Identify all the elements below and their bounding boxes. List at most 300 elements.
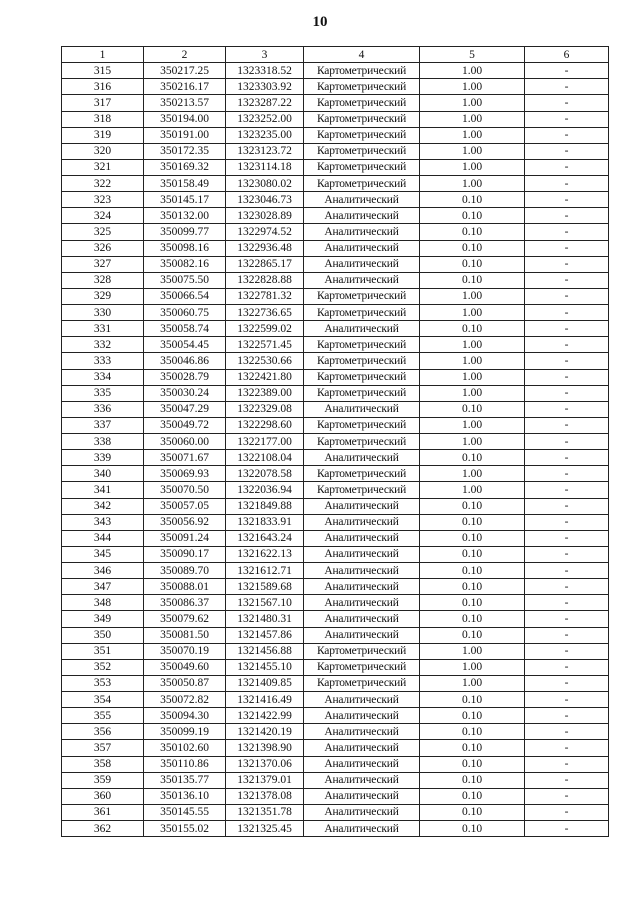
point-number-cell: 329 — [62, 288, 144, 304]
table-row — [62, 192, 609, 208]
method-cell: Картометрический — [304, 353, 420, 369]
y-coordinate-cell: 1323235.00 — [226, 127, 304, 143]
point-number-cell: 340 — [62, 466, 144, 482]
y-coordinate-cell: 1322781.32 — [226, 288, 304, 304]
accuracy-cell: 0.10 — [420, 821, 525, 837]
method-cell: Аналитический — [304, 788, 420, 804]
table-row — [62, 724, 609, 740]
description-cell: - — [525, 192, 609, 208]
x-coordinate-cell: 350054.45 — [144, 337, 226, 353]
method-cell: Аналитический — [304, 595, 420, 611]
description-cell: - — [525, 95, 609, 111]
y-coordinate-cell: 1323028.89 — [226, 208, 304, 224]
y-coordinate-cell: 1321379.01 — [226, 772, 304, 788]
method-cell: Картометрический — [304, 288, 420, 304]
table-row — [62, 127, 609, 143]
point-number-cell: 331 — [62, 321, 144, 337]
point-number-cell: 341 — [62, 482, 144, 498]
accuracy-cell: 1.00 — [420, 95, 525, 111]
y-coordinate-cell: 1322571.45 — [226, 337, 304, 353]
accuracy-cell: 1.00 — [420, 111, 525, 127]
y-coordinate-cell: 1321612.71 — [226, 563, 304, 579]
accuracy-cell: 1.00 — [420, 159, 525, 175]
x-coordinate-cell: 350145.17 — [144, 192, 226, 208]
method-cell: Аналитический — [304, 240, 420, 256]
y-coordinate-cell: 1321480.31 — [226, 611, 304, 627]
table-row — [62, 772, 609, 788]
point-number-cell: 342 — [62, 498, 144, 514]
description-cell: - — [525, 821, 609, 837]
y-coordinate-cell: 1321420.19 — [226, 724, 304, 740]
x-coordinate-cell: 350046.86 — [144, 353, 226, 369]
accuracy-cell: 0.10 — [420, 788, 525, 804]
x-coordinate-cell: 350075.50 — [144, 272, 226, 288]
table-row — [62, 337, 609, 353]
table-row — [62, 482, 609, 498]
table-row — [62, 240, 609, 256]
table-row — [62, 546, 609, 562]
x-coordinate-cell: 350091.24 — [144, 530, 226, 546]
table-row — [62, 176, 609, 192]
method-cell: Аналитический — [304, 224, 420, 240]
method-cell: Картометрический — [304, 369, 420, 385]
x-coordinate-cell: 350079.62 — [144, 611, 226, 627]
accuracy-cell: 0.10 — [420, 740, 525, 756]
y-coordinate-cell: 1322108.04 — [226, 450, 304, 466]
point-number-cell: 351 — [62, 643, 144, 659]
column-header-3: 3 — [226, 47, 304, 63]
x-coordinate-cell: 350056.92 — [144, 514, 226, 530]
accuracy-cell: 1.00 — [420, 385, 525, 401]
y-coordinate-cell: 1322177.00 — [226, 434, 304, 450]
method-cell: Аналитический — [304, 740, 420, 756]
method-cell: Аналитический — [304, 724, 420, 740]
method-cell: Аналитический — [304, 208, 420, 224]
table-row — [62, 95, 609, 111]
method-cell: Картометрический — [304, 643, 420, 659]
point-number-cell: 322 — [62, 176, 144, 192]
method-cell: Картометрический — [304, 143, 420, 159]
table-row — [62, 579, 609, 595]
accuracy-cell: 0.10 — [420, 627, 525, 643]
description-cell: - — [525, 143, 609, 159]
y-coordinate-cell: 1321643.24 — [226, 530, 304, 546]
point-number-cell: 323 — [62, 192, 144, 208]
point-number-cell: 357 — [62, 740, 144, 756]
method-cell: Картометрический — [304, 659, 420, 675]
description-cell: - — [525, 159, 609, 175]
accuracy-cell: 0.10 — [420, 401, 525, 417]
y-coordinate-cell: 1321416.49 — [226, 692, 304, 708]
x-coordinate-cell: 350216.17 — [144, 79, 226, 95]
accuracy-cell: 0.10 — [420, 530, 525, 546]
point-number-cell: 327 — [62, 256, 144, 272]
description-cell: - — [525, 127, 609, 143]
table-row — [62, 821, 609, 837]
method-cell: Картометрический — [304, 79, 420, 95]
table-row — [62, 514, 609, 530]
y-coordinate-cell: 1321398.90 — [226, 740, 304, 756]
description-cell: - — [525, 353, 609, 369]
method-cell: Аналитический — [304, 563, 420, 579]
method-cell: Аналитический — [304, 692, 420, 708]
accuracy-cell: 1.00 — [420, 659, 525, 675]
point-number-cell: 328 — [62, 272, 144, 288]
point-number-cell: 318 — [62, 111, 144, 127]
y-coordinate-cell: 1321567.10 — [226, 595, 304, 611]
accuracy-cell: 1.00 — [420, 369, 525, 385]
method-cell: Аналитический — [304, 579, 420, 595]
method-cell: Картометрический — [304, 63, 420, 79]
table-row — [62, 159, 609, 175]
y-coordinate-cell: 1321457.86 — [226, 627, 304, 643]
x-coordinate-cell: 350172.35 — [144, 143, 226, 159]
y-coordinate-cell: 1322036.94 — [226, 482, 304, 498]
accuracy-cell: 1.00 — [420, 466, 525, 482]
method-cell: Картометрический — [304, 95, 420, 111]
x-coordinate-cell: 350066.54 — [144, 288, 226, 304]
x-coordinate-cell: 350169.32 — [144, 159, 226, 175]
description-cell: - — [525, 675, 609, 691]
description-cell: - — [525, 337, 609, 353]
table-row — [62, 659, 609, 675]
description-cell: - — [525, 321, 609, 337]
description-cell: - — [525, 659, 609, 675]
accuracy-cell: 1.00 — [420, 288, 525, 304]
x-coordinate-cell: 350028.79 — [144, 369, 226, 385]
point-number-cell: 319 — [62, 127, 144, 143]
table-row — [62, 692, 609, 708]
table-row — [62, 79, 609, 95]
description-cell: - — [525, 563, 609, 579]
method-cell: Аналитический — [304, 821, 420, 837]
accuracy-cell: 0.10 — [420, 563, 525, 579]
table-row — [62, 256, 609, 272]
method-cell: Аналитический — [304, 514, 420, 530]
y-coordinate-cell: 1322599.02 — [226, 321, 304, 337]
description-cell: - — [525, 482, 609, 498]
method-cell: Аналитический — [304, 530, 420, 546]
description-cell: - — [525, 627, 609, 643]
x-coordinate-cell: 350213.57 — [144, 95, 226, 111]
column-header-6: 6 — [525, 47, 609, 63]
description-cell: - — [525, 579, 609, 595]
x-coordinate-cell: 350030.24 — [144, 385, 226, 401]
table-row — [62, 466, 609, 482]
x-coordinate-cell: 350060.00 — [144, 434, 226, 450]
table-row — [62, 224, 609, 240]
point-number-cell: 315 — [62, 63, 144, 79]
method-cell: Аналитический — [304, 804, 420, 820]
description-cell: - — [525, 450, 609, 466]
x-coordinate-cell: 350057.05 — [144, 498, 226, 514]
y-coordinate-cell: 1321325.45 — [226, 821, 304, 837]
method-cell: Картометрический — [304, 482, 420, 498]
description-cell: - — [525, 79, 609, 95]
table-row — [62, 208, 609, 224]
point-number-cell: 333 — [62, 353, 144, 369]
accuracy-cell: 0.10 — [420, 692, 525, 708]
point-number-cell: 320 — [62, 143, 144, 159]
description-cell: - — [525, 740, 609, 756]
y-coordinate-cell: 1322389.00 — [226, 385, 304, 401]
accuracy-cell: 1.00 — [420, 337, 525, 353]
point-number-cell: 359 — [62, 772, 144, 788]
description-cell: - — [525, 63, 609, 79]
x-coordinate-cell: 350132.00 — [144, 208, 226, 224]
x-coordinate-cell: 350102.60 — [144, 740, 226, 756]
description-cell: - — [525, 498, 609, 514]
description-cell: - — [525, 546, 609, 562]
y-coordinate-cell: 1322421.80 — [226, 369, 304, 385]
table-row — [62, 498, 609, 514]
accuracy-cell: 0.10 — [420, 724, 525, 740]
x-coordinate-cell: 350088.01 — [144, 579, 226, 595]
x-coordinate-cell: 350049.60 — [144, 659, 226, 675]
accuracy-cell: 1.00 — [420, 675, 525, 691]
point-number-cell: 356 — [62, 724, 144, 740]
table-row — [62, 627, 609, 643]
method-cell: Картометрический — [304, 385, 420, 401]
method-cell: Картометрический — [304, 466, 420, 482]
point-number-cell: 326 — [62, 240, 144, 256]
method-cell: Аналитический — [304, 401, 420, 417]
point-number-cell: 338 — [62, 434, 144, 450]
y-coordinate-cell: 1322974.52 — [226, 224, 304, 240]
description-cell: - — [525, 256, 609, 272]
accuracy-cell: 0.10 — [420, 579, 525, 595]
y-coordinate-cell: 1322936.48 — [226, 240, 304, 256]
y-coordinate-cell: 1321589.68 — [226, 579, 304, 595]
description-cell: - — [525, 417, 609, 433]
method-cell: Картометрический — [304, 337, 420, 353]
description-cell: - — [525, 595, 609, 611]
description-cell: - — [525, 724, 609, 740]
y-coordinate-cell: 1321622.13 — [226, 546, 304, 562]
accuracy-cell: 1.00 — [420, 353, 525, 369]
y-coordinate-cell: 1321422.99 — [226, 708, 304, 724]
x-coordinate-cell: 350086.37 — [144, 595, 226, 611]
accuracy-cell: 0.10 — [420, 224, 525, 240]
x-coordinate-cell: 350217.25 — [144, 63, 226, 79]
point-number-cell: 332 — [62, 337, 144, 353]
page-number: 10 — [312, 14, 328, 30]
y-coordinate-cell: 1322828.88 — [226, 272, 304, 288]
y-coordinate-cell: 1321456.88 — [226, 643, 304, 659]
y-coordinate-cell: 1322865.17 — [226, 256, 304, 272]
method-cell: Картометрический — [304, 176, 420, 192]
x-coordinate-cell: 350047.29 — [144, 401, 226, 417]
method-cell: Аналитический — [304, 708, 420, 724]
x-coordinate-cell: 350094.30 — [144, 708, 226, 724]
description-cell: - — [525, 756, 609, 772]
x-coordinate-cell: 350098.16 — [144, 240, 226, 256]
accuracy-cell: 1.00 — [420, 482, 525, 498]
method-cell: Аналитический — [304, 772, 420, 788]
y-coordinate-cell: 1323303.92 — [226, 79, 304, 95]
point-number-cell: 317 — [62, 95, 144, 111]
table-row — [62, 434, 609, 450]
table-row — [62, 143, 609, 159]
description-cell: - — [525, 401, 609, 417]
description-cell: - — [525, 692, 609, 708]
y-coordinate-cell: 1321849.88 — [226, 498, 304, 514]
accuracy-cell: 1.00 — [420, 176, 525, 192]
table-row — [62, 804, 609, 820]
point-number-cell: 352 — [62, 659, 144, 675]
point-number-cell: 334 — [62, 369, 144, 385]
accuracy-cell: 1.00 — [420, 127, 525, 143]
x-coordinate-cell: 350191.00 — [144, 127, 226, 143]
table-row — [62, 595, 609, 611]
x-coordinate-cell: 350070.19 — [144, 643, 226, 659]
accuracy-cell: 0.10 — [420, 514, 525, 530]
method-cell: Картометрический — [304, 159, 420, 175]
description-cell: - — [525, 708, 609, 724]
point-number-cell: 358 — [62, 756, 144, 772]
x-coordinate-cell: 350058.74 — [144, 321, 226, 337]
point-number-cell: 349 — [62, 611, 144, 627]
method-cell: Аналитический — [304, 546, 420, 562]
description-cell: - — [525, 369, 609, 385]
method-cell: Аналитический — [304, 321, 420, 337]
description-cell: - — [525, 305, 609, 321]
table-row — [62, 611, 609, 627]
x-coordinate-cell: 350110.86 — [144, 756, 226, 772]
table-row — [62, 385, 609, 401]
accuracy-cell: 0.10 — [420, 240, 525, 256]
y-coordinate-cell: 1322736.65 — [226, 305, 304, 321]
table-row — [62, 708, 609, 724]
description-cell: - — [525, 611, 609, 627]
accuracy-cell: 0.10 — [420, 192, 525, 208]
x-coordinate-cell: 350155.02 — [144, 821, 226, 837]
point-number-cell: 350 — [62, 627, 144, 643]
point-number-cell: 336 — [62, 401, 144, 417]
point-number-cell: 321 — [62, 159, 144, 175]
x-coordinate-cell: 350158.49 — [144, 176, 226, 192]
x-coordinate-cell: 350145.55 — [144, 804, 226, 820]
point-number-cell: 347 — [62, 579, 144, 595]
accuracy-cell: 0.10 — [420, 611, 525, 627]
description-cell: - — [525, 272, 609, 288]
y-coordinate-cell: 1323114.18 — [226, 159, 304, 175]
x-coordinate-cell: 350049.72 — [144, 417, 226, 433]
accuracy-cell: 1.00 — [420, 143, 525, 159]
table-row — [62, 530, 609, 546]
description-cell: - — [525, 240, 609, 256]
point-number-cell: 344 — [62, 530, 144, 546]
table-body — [62, 63, 609, 837]
method-cell: Картометрический — [304, 305, 420, 321]
method-cell: Аналитический — [304, 627, 420, 643]
description-cell: - — [525, 804, 609, 820]
y-coordinate-cell: 1323318.52 — [226, 63, 304, 79]
y-coordinate-cell: 1323252.00 — [226, 111, 304, 127]
y-coordinate-cell: 1323046.73 — [226, 192, 304, 208]
x-coordinate-cell: 350135.77 — [144, 772, 226, 788]
point-number-cell: 343 — [62, 514, 144, 530]
table-row — [62, 417, 609, 433]
accuracy-cell: 0.10 — [420, 546, 525, 562]
method-cell: Аналитический — [304, 272, 420, 288]
method-cell: Аналитический — [304, 450, 420, 466]
description-cell: - — [525, 643, 609, 659]
point-number-cell: 330 — [62, 305, 144, 321]
y-coordinate-cell: 1322530.66 — [226, 353, 304, 369]
y-coordinate-cell: 1321370.06 — [226, 756, 304, 772]
description-cell: - — [525, 111, 609, 127]
column-header-2: 2 — [144, 47, 226, 63]
accuracy-cell: 1.00 — [420, 417, 525, 433]
y-coordinate-cell: 1321833.91 — [226, 514, 304, 530]
description-cell: - — [525, 772, 609, 788]
point-number-cell: 325 — [62, 224, 144, 240]
point-number-cell: 353 — [62, 675, 144, 691]
accuracy-cell: 0.10 — [420, 450, 525, 466]
table-row — [62, 272, 609, 288]
point-number-cell: 337 — [62, 417, 144, 433]
table-row — [62, 111, 609, 127]
accuracy-cell: 0.10 — [420, 498, 525, 514]
method-cell: Картометрический — [304, 434, 420, 450]
x-coordinate-cell: 350136.10 — [144, 788, 226, 804]
x-coordinate-cell: 350082.16 — [144, 256, 226, 272]
x-coordinate-cell: 350194.00 — [144, 111, 226, 127]
method-cell: Аналитический — [304, 192, 420, 208]
y-coordinate-cell: 1322298.60 — [226, 417, 304, 433]
accuracy-cell: 0.10 — [420, 321, 525, 337]
table-row — [62, 353, 609, 369]
x-coordinate-cell: 350069.93 — [144, 466, 226, 482]
method-cell: Картометрический — [304, 111, 420, 127]
y-coordinate-cell: 1322078.58 — [226, 466, 304, 482]
accuracy-cell: 0.10 — [420, 756, 525, 772]
point-number-cell: 324 — [62, 208, 144, 224]
coordinates-table — [61, 46, 609, 837]
accuracy-cell: 1.00 — [420, 79, 525, 95]
description-cell: - — [525, 788, 609, 804]
accuracy-cell: 0.10 — [420, 708, 525, 724]
point-number-cell: 335 — [62, 385, 144, 401]
method-cell: Аналитический — [304, 611, 420, 627]
point-number-cell: 355 — [62, 708, 144, 724]
table-row — [62, 369, 609, 385]
x-coordinate-cell: 350090.17 — [144, 546, 226, 562]
column-header-4: 4 — [304, 47, 420, 63]
accuracy-cell: 0.10 — [420, 256, 525, 272]
table-row — [62, 321, 609, 337]
x-coordinate-cell: 350089.70 — [144, 563, 226, 579]
table-row — [62, 63, 609, 79]
x-coordinate-cell: 350070.50 — [144, 482, 226, 498]
point-number-cell: 360 — [62, 788, 144, 804]
table-row — [62, 563, 609, 579]
table-row — [62, 288, 609, 304]
method-cell: Картометрический — [304, 675, 420, 691]
table-row — [62, 740, 609, 756]
y-coordinate-cell: 1321409.85 — [226, 675, 304, 691]
x-coordinate-cell: 350072.82 — [144, 692, 226, 708]
table-row — [62, 450, 609, 466]
x-coordinate-cell: 350050.87 — [144, 675, 226, 691]
accuracy-cell: 1.00 — [420, 305, 525, 321]
point-number-cell: 362 — [62, 821, 144, 837]
description-cell: - — [525, 224, 609, 240]
accuracy-cell: 0.10 — [420, 208, 525, 224]
x-coordinate-cell: 350099.19 — [144, 724, 226, 740]
table-row — [62, 675, 609, 691]
